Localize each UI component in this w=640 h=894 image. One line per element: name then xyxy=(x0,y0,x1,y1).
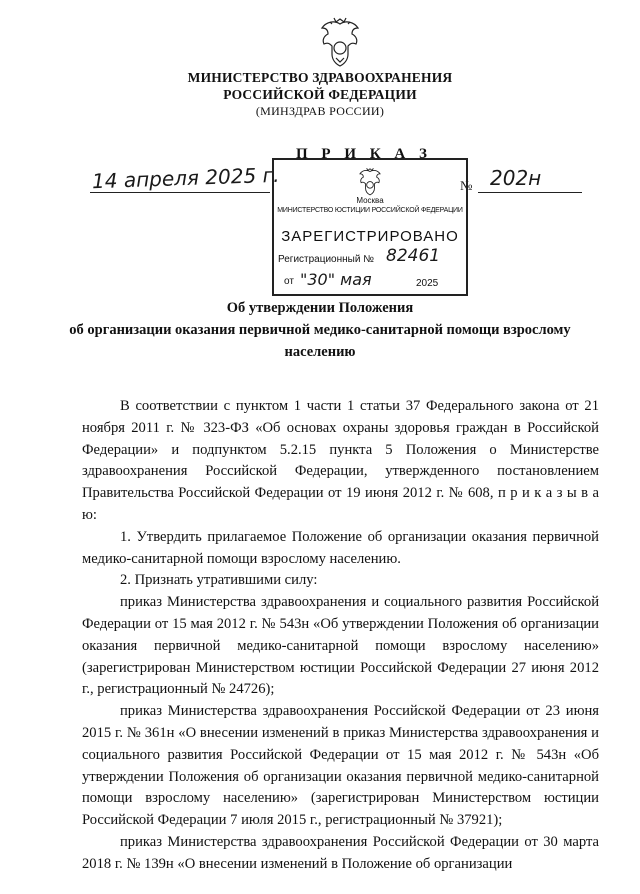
handwritten-date: 14 апреля 2025 г. xyxy=(91,162,280,194)
order-item-2: 2. Признать утратившими силу: xyxy=(120,572,318,589)
repealed-order-2012: приказ Министерства здравоохранения и социального развития Российской Федерации от 15 мая 2012 г. № 543н «Об утверждении Положения об организации оказания первичной медико-санитарной помощи взрослому населению» (зарегистрирован Министерством юстиции Российской Федерации 27 июня 2012 г., регистрационный № 24726); xyxy=(82,594,599,698)
document-title-line1: Об утверждении Положения xyxy=(226,300,414,316)
handwritten-order-number: 202н xyxy=(490,166,542,190)
stamp-from-label: от xyxy=(284,276,294,287)
document-body xyxy=(82,396,599,876)
russian-coat-of-arms-icon xyxy=(356,166,384,196)
stamp-city: Москва xyxy=(356,196,384,205)
number-underline xyxy=(478,192,582,193)
preamble-paragraph: В соответствии с пунктом 1 части 1 статьи 37 Федерального закона от 21 ноября 2011 г. № 323-ФЗ «Об основах охраны здоровья граждан в Российской Федерации» и подпунктом 5.2.15 пункта 5 Положения о Министерстве здравоохранения Российской Федерации, утвержденного постановлением Правительства Российской Федерации от 19 июня 2012 г. № 608, п р и к а з ы в а ю: xyxy=(82,398,599,523)
russian-coat-of-arms-icon xyxy=(316,14,364,68)
stamp-registration-label: Регистрационный № xyxy=(278,254,374,265)
ministry-abbreviation: (МИНЗДРАВ РОССИИ) xyxy=(255,104,385,118)
document-type-heading: П Р И К А З xyxy=(296,146,432,162)
number-sign: № xyxy=(460,178,473,193)
ministry-name-line2: РОССИЙСКОЙ ФЕДЕРАЦИИ xyxy=(223,87,417,102)
repealed-order-2018: приказ Министерства здравоохранения Российской Федерации от 30 марта 2018 г. № 139н «О внесении изменений в Положение об организации xyxy=(82,833,599,872)
repealed-order-2015: приказ Министерства здравоохранения Российской Федерации от 23 июня 2015 г. № 361н «О внесении изменений в приказ Министерства здравоохранения и социального развития Российской Федерации от 15 мая 2012 г. № 543н «Об утверждении Положения об организации оказания первичной медико-санитарной помощи взрослому населению» (зарегистрирован Министерством юстиции Российской Федерации 7 июля 2015 г., регистрационный № 37921); xyxy=(82,703,599,829)
order-item-1: 1. Утвердить прилагаемое Положение об организации оказания первичной медико-санитарной помощи взрослому населению. xyxy=(82,528,599,567)
stamp-registration-number: 82461 xyxy=(386,246,441,266)
stamp-organization: МИНИСТЕРСТВО ЮСТИЦИИ РОССИЙСКОЙ ФЕДЕРАЦИИ xyxy=(277,207,463,214)
stamp-registration-date: "30" мая xyxy=(300,270,372,289)
stamp-registration-year: 2025 xyxy=(416,278,439,289)
document-title-line2: об организации оказания первичной медико-санитарной помощи взрослому xyxy=(69,322,571,338)
stamp-status: ЗАРЕГИСТРИРОВАНО xyxy=(281,228,459,245)
document-title-line3: населению xyxy=(284,344,356,360)
registration-stamp xyxy=(272,158,468,296)
ministry-name-line1: МИНИСТЕРСТВО ЗДРАВООХРАНЕНИЯ xyxy=(187,70,453,85)
date-underline xyxy=(90,192,270,193)
